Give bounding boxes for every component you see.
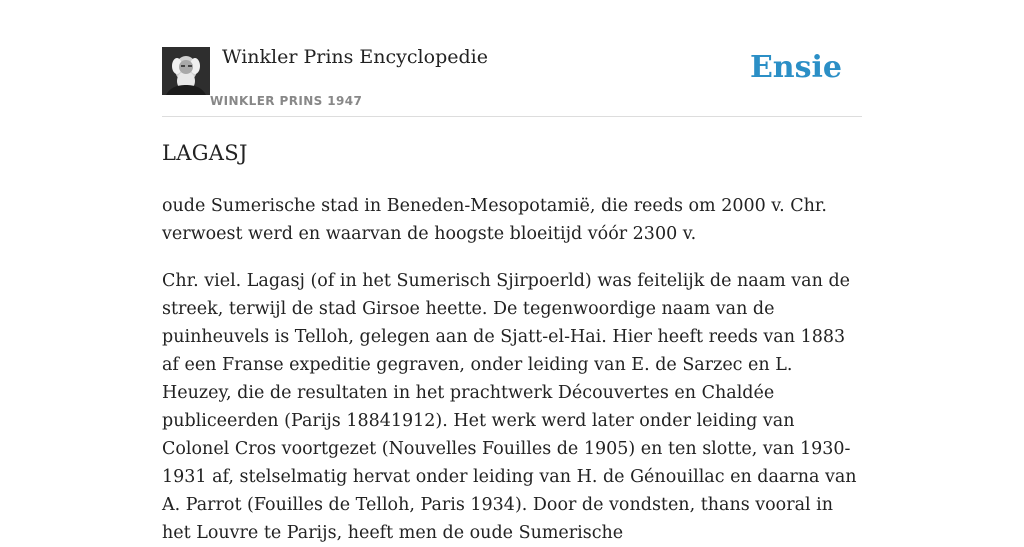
portrait-avatar-icon[interactable] <box>162 47 210 95</box>
article-paragraph: Chr. viel. Lagasj (of in het Sumerisch Sjirpoerld) was feitelijk de naam van de streek, terwijl de stad Girsoe heette. De tegenwoordige naam van de puinheuvels is Telloh, gelegen aan de Sjatt-el-Hai. Hier heeft reeds van 1883 af een Franse expeditie gegraven, onder leiding van E. de Sarzec en L. Heuzey, die de resultaten in het prachtwerk Découvertes en Chaldée publiceerden (Parijs 18841912). Het werk werd later onder leiding van Colonel Cros voortgezet (Nouvelles Fouilles de 1905) en ten slotte, van 1930-1931 af, stelselmatig hervat onder leiding van H. de Génouillac en daarna van A. Parrot (Fouilles de Telloh, Paris 1934). Door de vondsten, thans vooral in het Louvre te Parijs, heeft men de oude Sumerische <box>162 271 857 543</box>
site-name-link[interactable]: Winkler Prins Encyclopedie <box>222 46 488 68</box>
article-paragraph: oude Sumerische stad in Beneden-Mesopotamië, die reeds om 2000 v. Chr. verwoest werd en waarvan de hoogste bloeitijd vóór 2300 v. <box>162 196 827 244</box>
ensie-logo[interactable]: Ensie <box>749 50 842 85</box>
edition-subtitle: WINKLER PRINS 1947 <box>210 94 363 108</box>
article-title: LAGASJ <box>162 141 248 165</box>
page <box>162 0 862 543</box>
header <box>162 0 862 117</box>
avatar-image <box>162 47 210 95</box>
